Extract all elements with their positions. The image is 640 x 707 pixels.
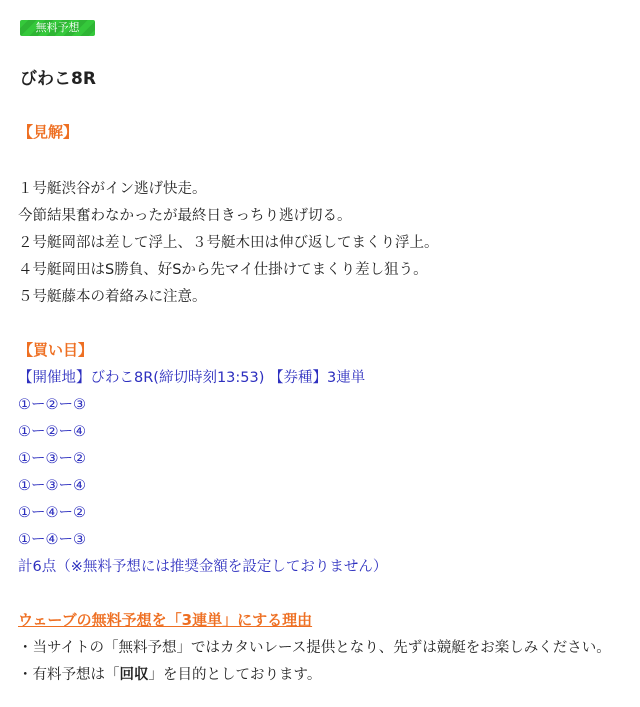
combo-item: ①ー④ー③: [18, 532, 86, 548]
free-prediction-badge: 無料予想: [20, 20, 95, 36]
view-line: ２号艇岡部は差して浮上、３号艇木田は伸び返してまくり浮上。: [18, 235, 439, 251]
race-title: びわこ8R: [20, 69, 96, 89]
view-heading: 【見解】: [18, 123, 79, 141]
view-line: ４号艇岡田はS勝負、好Sから先マイ仕掛けてまくり差し狙う。: [18, 262, 428, 278]
buy-info: 【開催地】びわこ8R(締切時刻13:53) 【券種】3連単: [18, 370, 366, 386]
reason-link[interactable]: ウェーブの無料予想を「3連単」にする理由: [18, 611, 313, 629]
view-line: １号艇渋谷がイン逃げ快走。: [18, 181, 207, 197]
combo-item: ①ー③ー②: [18, 451, 86, 467]
reason-line-2: [18, 663, 321, 684]
combo-item: ①ー②ー④: [18, 424, 86, 440]
reason-line-2-bold: 回収: [119, 667, 149, 683]
view-line: ５号艇藤本の着絡みに注意。: [18, 289, 207, 305]
reason-line-2-post: 」を目的としております。: [148, 667, 322, 683]
reason-line-2-pre: ・有料予想は「: [18, 667, 120, 683]
combo-total: 計6点（※無料予想には推奨金額を設定しておりません）: [18, 559, 388, 575]
buy-heading: 【買い目】: [18, 341, 94, 359]
combo-item: ①ー③ー④: [18, 478, 86, 494]
combo-item: ①ー④ー②: [18, 505, 86, 521]
view-line: 今節結果奮わなかったが最終日きっちり逃げ切る。: [18, 208, 352, 224]
reason-line-1: ・当サイトの「無料予想」ではカタいレース提供となり、先ずは競艇をお楽しみください。: [18, 640, 611, 656]
combo-item: ①ー②ー③: [18, 397, 86, 413]
